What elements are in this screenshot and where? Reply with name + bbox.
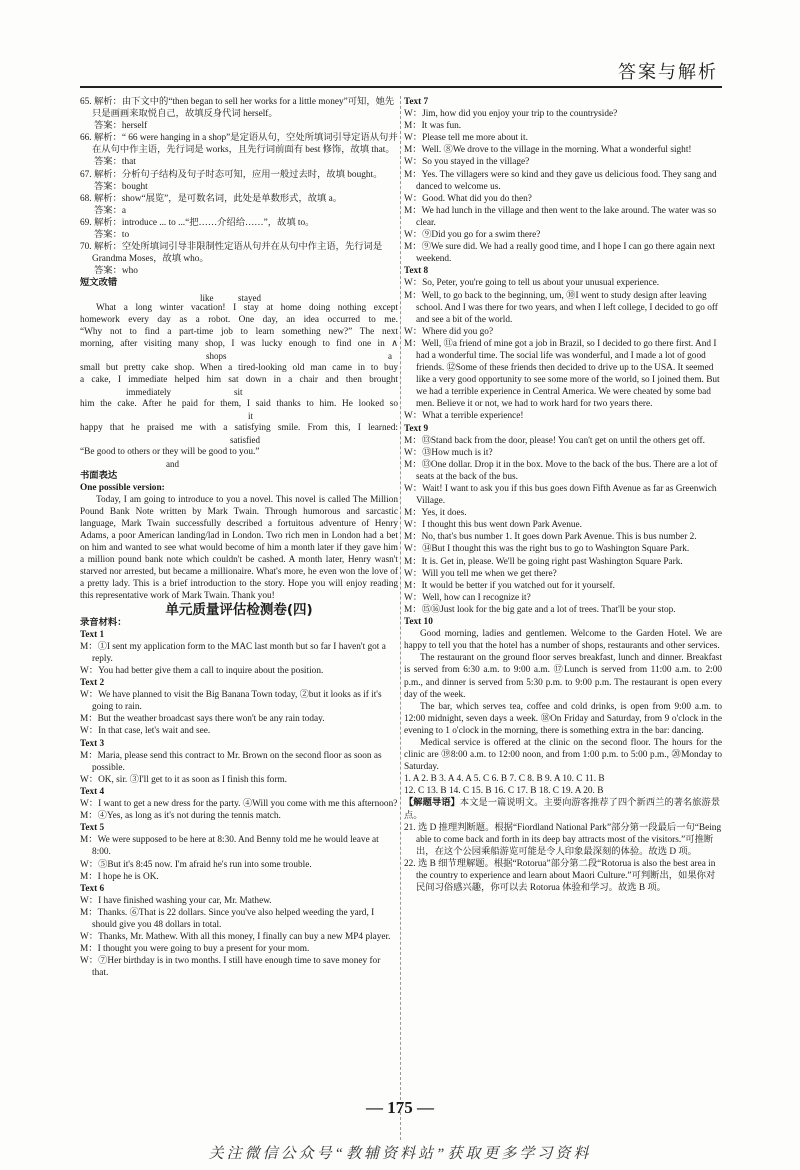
text-heading: Text 1 — [80, 629, 105, 640]
text-9 — [404, 423, 722, 617]
correction-line: “Why not to find a part-time job to learn something new?” The next — [80, 326, 398, 337]
text-2 — [80, 677, 398, 737]
answer-key-row: 1. A 2. B 3. A 4. A 5. C 6. B 7. C 8. B 9. A 10. C 11. B — [404, 774, 605, 785]
q66-answer: 答案：that — [94, 157, 136, 168]
correction-line: morning, after visiting many shop, I was lucky enough to find one in ∧ — [80, 338, 398, 349]
dialogue-line: M：Well, to go back to the beginning, um, ⑩I went to study design after leaving school. And I was there for two years, and when I left college, I decided to go off and see a bit of the world. — [404, 290, 718, 325]
q68-answer: 答案：a — [94, 205, 127, 216]
q69-answer: 答案：to — [94, 230, 130, 241]
dialogue-line: W：I want to get a new dress for the party. ④Will you come with me this afternoon? — [80, 799, 398, 810]
text-heading: Text 5 — [80, 823, 105, 834]
dialogue-line: W：Please tell me more about it. — [404, 133, 528, 144]
footer-note: 关注微信公众号“教辅资料站”获取更多学习资料 — [208, 1146, 592, 1162]
right-column — [404, 96, 722, 894]
dialogue-line: W：Thanks, Mr. Mathew. With all this money, I finally can buy a new MP4 player. — [80, 932, 391, 943]
correction-fix — [80, 290, 398, 302]
dialogue-line: M：We were supposed to be here at 8:30. And Benny told me he would leave at 8:00. — [80, 835, 379, 858]
dialogue-line: W：⑦Her birthday is in two months. I still have enough time to save money for that. — [80, 956, 381, 979]
monologue-paragraph: The restaurant on the ground floor serves breakfast, lunch and dinner. Breakfast is served from 6:30 a.m. to 9:00 a.m. ⑰Lunch is served from 11:00 a.m. to 2:00 p.m., and dinner is served from 5:30 p.m. to 9:00 p.m. The restaurant is open every day of the week. — [404, 653, 722, 700]
dialogue-line: M：Maria, please send this contract to Mr. Brown on the second floor as soon as possible. — [80, 750, 382, 773]
q21-explanation: 21. 选 D 推理判断题。根据“Fiordland National Park”部分第一段最后一句“Being able to come back and forth in its deep bay attracts most of the visitors.”可推断出，在这个公园乘船游览可能是令人印象最深刻的体验。故选 D 项。 — [404, 822, 722, 857]
text-6 — [80, 883, 398, 980]
header-rule — [80, 86, 722, 88]
q68-explanation: 68. 解析：show“展览”，是可数名词，此处是单数形式，故填 a。 — [80, 193, 343, 204]
guide-text: 本文是一篇说明文。主要向游客推荐了四个新西兰的著名旅游景点。 — [404, 798, 721, 821]
monologue-paragraph: Good morning, ladies and gentlemen. Welcome to the Garden Hotel. We are happy to tell you that the hotel has a number of shops, restaurants and other services. — [404, 629, 722, 652]
fix-word: satisfied — [230, 434, 260, 445]
text-heading: Text 3 — [80, 738, 105, 749]
left-column — [80, 96, 398, 979]
dialogue-line: W：OK, sir. ③I'll get to it as soon as I finish this form. — [80, 774, 287, 785]
fix-word: like — [200, 292, 214, 303]
column-divider — [400, 96, 401, 1140]
dialogue-line: M：Yes, it does. — [404, 508, 467, 519]
text-5 — [80, 822, 398, 882]
q70-answer: 答案：who — [94, 266, 138, 277]
monologue-paragraph: Medical service is offered at the clinic on the second floor. The hours for the clinic are ⑲8:00 a.m. to 12:00 noon, and from 1:00 p.m. to 5:00 p.m., ⑳Monday to Saturday. — [404, 737, 722, 773]
fix-word: shops — [206, 350, 227, 361]
q67-explanation: 67. 解析：分析句子结构及句子时态可知，应用一般过去时，故填 bought。 — [80, 169, 383, 180]
dialogue-line: M：We had lunch in the village and then went to the lake around. The water was so clear. — [404, 205, 717, 228]
dialogue-line: W：Jim, how did you enjoy your trip to the countryside? — [404, 109, 618, 120]
dialogue-line: M：①I sent my application form to the MAC last month but so far I haven't got a reply. — [80, 641, 386, 664]
correction-title: 短文改错 — [80, 277, 118, 289]
dialogue-line: W：So, Peter, you're going to tell us about your unusual experience. — [404, 278, 660, 289]
dialogue-line: M：⑬Stand back from the door, please! You can't get on until the others get off. — [404, 435, 705, 446]
unit-title: 单元质量评估检测卷(四) — [165, 601, 313, 618]
dialogue-line: W：⑤But it's 8:45 now. I'm afraid he's run into some trouble. — [80, 859, 312, 870]
dialogue-line: W：Where did you go? — [404, 326, 494, 337]
dialogue-line: W：Good. What did you do then? — [404, 193, 532, 204]
dialogue-line: M：I hope he is OK. — [80, 871, 159, 882]
q22-explanation: 22. 选 B 细节理解题。根据“Rotorua”部分第二段“Rotorua is also the best area in the country to experience and learn about Maori Culture.”可判断出，如果你对民间习俗感兴趣，你可以去 Rotorua 体验和学习。故选 B 项。 — [404, 858, 716, 894]
monologue-paragraph: The bar, which serves tea, coffee and cold drinks, is open from 9:00 a.m. to 12:00 midnight, seven days a week. ⑱On Friday and Saturday, from 9 o'clock in the evening to 1 o'clock in the morning, there is something extra in the bar: dancing. — [404, 701, 722, 736]
dialogue-line: M：⑨We sure did. We had a really good time, and I hope I can go there again next weekend. — [404, 242, 715, 265]
dialogue-line: M：It is. Get in, please. We'll be going right past Washington Square Park. — [404, 556, 683, 567]
dialogue-line: W：Will you tell me when we get there? — [404, 568, 557, 579]
error-correction — [80, 290, 398, 470]
text-3 — [80, 738, 398, 786]
text-heading: Text 8 — [404, 266, 429, 277]
fix-word: and — [166, 458, 179, 469]
text-7 — [404, 96, 722, 265]
q67-answer: 答案：bought — [94, 181, 148, 192]
answer-key-row: 12. C 13. B 14. C 15. B 16. C 17. B 18. C 19. A 20. B — [404, 786, 604, 797]
dialogue-line: M：It was fun. — [404, 121, 462, 132]
dialogue-line: W：You had better give them a call to inquire about the position. — [80, 666, 324, 676]
q69-explanation: 69. 解析：introduce ... to ...“把……介绍给……”，故填 to。 — [80, 217, 315, 228]
dialogue-line: W：⑭But I thought this was the right bus to go to Washington Square Park. — [404, 544, 690, 555]
q66-explanation: 66. 解析：“ 66 were hanging in a shop”是定语从句，空处所填词引导定语从句并在从句中作主语，先行词是 works，且先行词前面有 best 修饰，故填 that。 — [80, 133, 398, 156]
dialogue-line: W：What a terrible experience! — [404, 411, 524, 422]
dialogue-line: W：Well, how can I recognize it? — [404, 592, 531, 603]
text-heading: Text 10 — [404, 617, 433, 628]
fix-word: immediately — [126, 386, 171, 397]
text-heading: Text 7 — [404, 97, 429, 107]
dialogue-line: M：Thanks. ⑥That is 22 dollars. Since you've also helped weeding the yard, I should give you 48 dollars in total. — [80, 907, 375, 930]
text-4 — [80, 786, 398, 822]
dialogue-line: M：Yes. The villagers were so kind and they gave us delicious food. They sang and danced to welcome us. — [404, 169, 717, 192]
q70-explanation: 70. 解析：空处所填词引导非限制性定语从句并在从句中作主语，先行词是 Grandma Moses，故填 who。 — [80, 242, 383, 265]
dialogue-line: M：I thought you were going to buy a present for your mom. — [80, 944, 310, 955]
dialogue-line: W：In that case, let's wait and see. — [80, 726, 211, 737]
correction-line: him the cake. After he paid for them, I said thanks to him. He looked so — [80, 398, 398, 409]
dialogue-line: M：It would be better if you watched out for it yourself. — [404, 580, 615, 591]
text-10 — [404, 616, 722, 773]
fix-word: stayed — [238, 292, 261, 303]
dialogue-line: M：Well, ⑪a friend of mine got a job in Brazil, so I decided to go there first. And I had a wonderful time. The social life was wonderful, and I made a lot of good friends. ⑫Some of these friends then decided to drive up to the USA. It seemed like a very good opportunity to see some more of the world, so I joined them. But we had a terrible experience in Central America. We were cheated by some bad men. Believe it or not, we had to work hard for two years there. — [404, 338, 720, 410]
dialogue-line: M：⑬One dollar. Drop it in the box. Move to the back of the bus. There are a lot of seats at the back of the bus. — [404, 459, 718, 482]
correction-line: happy that he praised me with a satisfying smile. From this, I learned: — [80, 422, 398, 433]
correction-line: What a long winter vacation! I stay at home doing nothing except — [96, 302, 398, 313]
recording-label: 录音材料： — [80, 617, 127, 628]
text-heading: Text 4 — [80, 786, 105, 797]
dialogue-line: M：⑮⑯Just look for the big gate and a lot of trees. That'll be your stop. — [404, 604, 676, 615]
correction-line: “Be good to others or they will be good to you.” — [80, 446, 260, 457]
dialogue-line: M：④Yes, as long as it's not during the tennis match. — [80, 811, 281, 822]
text-heading: Text 6 — [80, 883, 105, 894]
correction-line: a cake, I immediate helped him sat down in a chair and then brought — [80, 374, 398, 385]
dialogue-line: M：But the weather broadcast says there won't be any rain today. — [80, 714, 325, 725]
header-title: 答案与解析 — [618, 62, 718, 83]
correction-line: small but pretty cake shop. When a tired-looking old man came in to buy — [80, 362, 398, 373]
fix-word: sit — [234, 386, 243, 397]
dialogue-line: M：Well. ⑧We drove to the village in the morning. What a wonderful sight! — [404, 145, 692, 156]
dialogue-line: W：⑬How much is it? — [404, 447, 493, 458]
dialogue-line: W：We have planned to visit the Big Banana Town today, ②but it looks as if it's going to rain. — [80, 690, 382, 713]
dialogue-line: W：I have finished washing your car, Mr. Mathew. — [80, 895, 272, 906]
dialogue-line: W：So you stayed in the village? — [404, 157, 530, 168]
fix-word: a — [388, 350, 392, 361]
text-heading: Text 2 — [80, 678, 105, 689]
dialogue-line: W：⑨Did you go for a swim there? — [404, 230, 541, 241]
writing-title: 书面表达 — [80, 469, 118, 481]
page-number: — 175 — — [366, 1098, 434, 1117]
dialogue-line: W：I thought this bus went down Park Avenue. — [404, 520, 582, 531]
text-8 — [404, 265, 722, 422]
text-1 — [80, 629, 398, 677]
dialogue-line: M：No, that's bus number 1. It goes down Park Avenue. This is bus number 2. — [404, 532, 697, 543]
correction-line: homework every day as a robot. One day, an idea occurred to me. — [80, 314, 398, 325]
guide-label: 【解题导语】 — [404, 798, 460, 809]
possible-version-label: One possible version: — [80, 482, 165, 493]
fix-word: it — [248, 410, 254, 421]
text-heading: Text 9 — [404, 423, 429, 434]
dialogue-line: W：Wait! I want to ask you if this bus goes down Fifth Avenue as far as Greenwich Village. — [404, 484, 717, 507]
q65-answer: 答案：herself — [94, 121, 148, 132]
essay-text: Today, I am going to introduce to you a novel. This novel is called The Million Pound Bank Note written by Mark Twain. Through humorous and sarcastic language, Mark Twain successfully described a fortuitous adventure of Henry Adams, a poor American landing/lad in London. Two rich men in London had a bet on him and wanted to see what would become of him a month later if they gave him a million pound bank note which couldn't be cashed. A month later, Henry wasn't starved nor arrested, but became a millionaire. What's more, he even won the love of a pretty lady. This is a brief introduction to the story. Hope you will enjoy reading this representative work of Mark Twain. Thank you! — [80, 494, 398, 602]
q65-explanation: 65. 解析：由下文中的“then began to sell her works for a little money”可知，她先只是画画来取悦自己，故填反身代词 herself。 — [80, 97, 395, 120]
